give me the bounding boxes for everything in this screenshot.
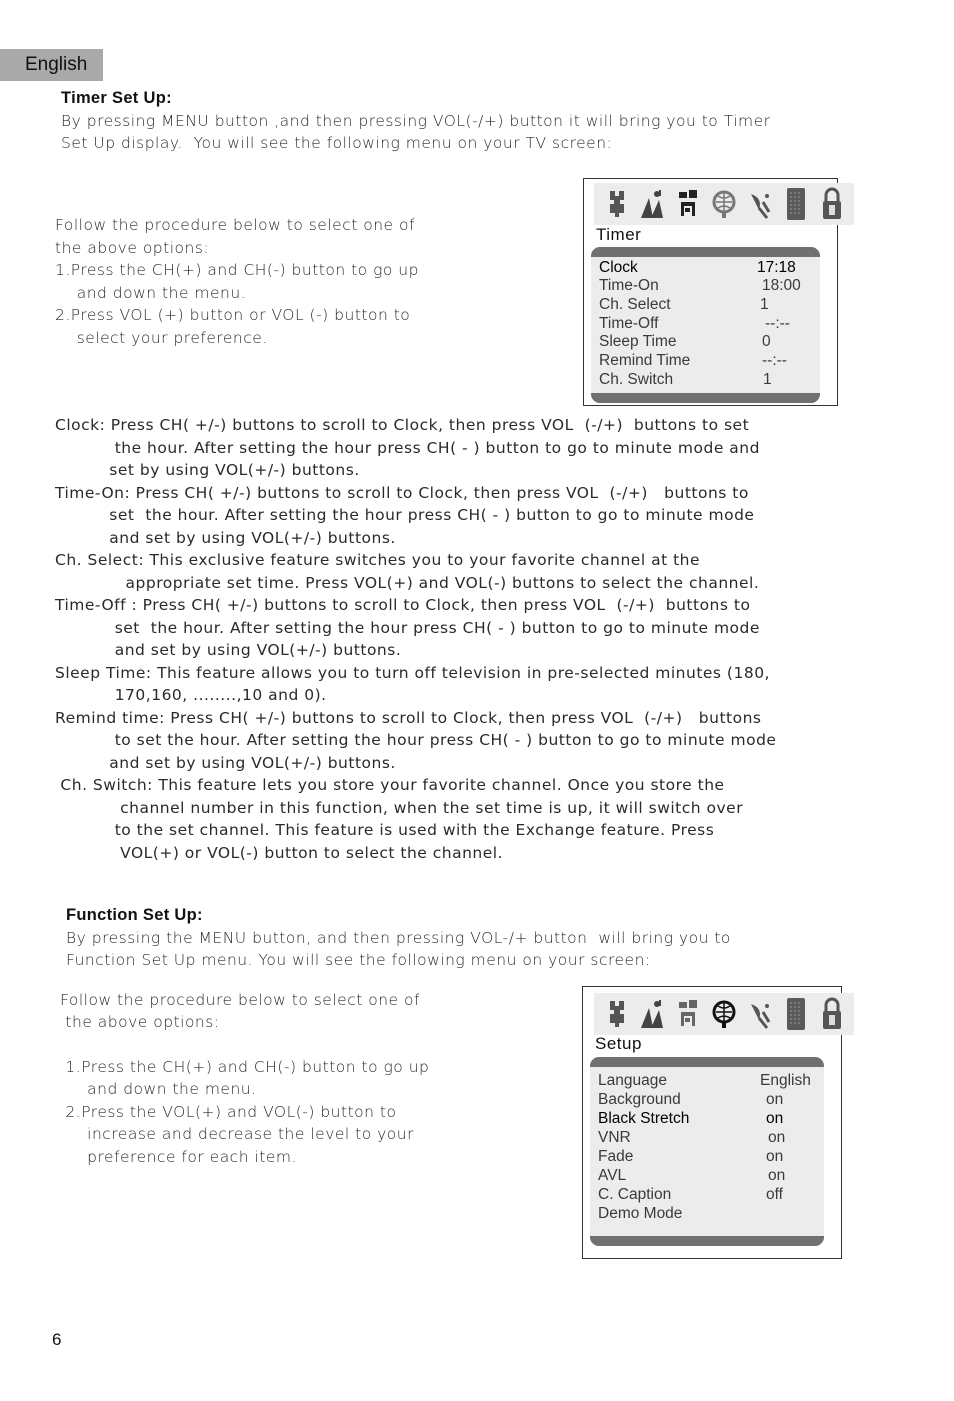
function-procedure-line: Follow the procedure below to select one of: [60, 991, 420, 1009]
timer-intro-line-2: Set Up display. You will see the following menu on your TV screen:: [61, 134, 613, 152]
sound-icon: [636, 996, 668, 1032]
language-tab: English: [0, 49, 103, 81]
row-label: Fade: [598, 1148, 634, 1165]
row-value: off: [766, 1186, 783, 1203]
menu-icon-strip: [594, 183, 854, 225]
row-label: Time-On: [599, 277, 659, 294]
description-line: VOL(+) or VOL(-) button to select the channel.: [55, 843, 504, 862]
function-procedure-line: the above options:: [60, 1013, 220, 1031]
description-line: to the set channel. This feature is used with the Exchange feature. Press: [55, 821, 715, 839]
satellite-icon: [744, 996, 776, 1032]
lock-icon: [816, 996, 848, 1032]
timer-menu-panel: [591, 247, 820, 403]
description-line: appropriate set time. Press VOL(+) and VOL(-) buttons to select the channel.: [55, 573, 760, 592]
description-line: Time-On: Press CH( +/-) buttons to scroll to Clock, then press VOL (-/+) buttons to: [55, 483, 749, 502]
timer-icon: [672, 186, 704, 222]
row-value: 1: [763, 371, 772, 388]
function-icon: [708, 996, 740, 1032]
panel-top-bar: [591, 247, 820, 257]
timer-setup-heading: Timer Set Up:: [61, 89, 172, 107]
row-label: Black Stretch: [598, 1110, 690, 1127]
row-value: 0: [762, 333, 771, 350]
description-line: to set the hour. After setting the hour press CH( - ) button to go to minute mode: [55, 731, 777, 749]
panel-top-bar: [590, 1057, 824, 1067]
function-setup-heading: Function Set Up:: [66, 906, 203, 924]
row-label: Remind Time: [599, 352, 691, 369]
description-line: and set by using VOL(+/-) buttons.: [55, 753, 396, 772]
timer-procedure-line: 2.Press VOL (+) button or VOL (-) button to: [55, 306, 411, 324]
function-intro-line-2: Function Set Up menu. You will see the following menu on your screen:: [66, 951, 651, 969]
description-line: the hour. After setting the hour press CH( - ) button to go to minute mode and: [55, 438, 760, 457]
timer-procedure-line: and down the menu.: [55, 284, 247, 302]
timer-menu-title: Timer: [596, 225, 642, 244]
row-label: Sleep Time: [599, 333, 677, 350]
setup-menu-panel: [590, 1057, 824, 1246]
description-line: Ch. Select: This exclusive feature switches you to your favorite channel at the: [55, 551, 701, 569]
timer-descriptions: [55, 414, 776, 864]
description-line: set by using VOL(+/-) buttons.: [55, 461, 360, 479]
setup-menu-screen: [582, 986, 842, 1259]
timer-procedure-line: select your preference.: [55, 329, 268, 347]
function-procedure-line: 1.Press the CH(+) and CH(-) button to go up: [60, 1058, 430, 1076]
row-label: Language: [598, 1072, 667, 1089]
row-label: VNR: [598, 1129, 631, 1146]
remote-icon: [780, 186, 812, 222]
row-label: Demo Mode: [598, 1205, 683, 1222]
lock-icon: [816, 186, 848, 222]
description-line: and set by using VOL(+/-) buttons.: [55, 641, 402, 659]
sound-icon: [636, 186, 668, 222]
timer-procedure-line: 1.Press the CH(+) and CH(-) button to go up: [55, 261, 419, 279]
description-line: channel number in this function, when the set time is up, it will switch over: [55, 798, 744, 817]
timer-menu-screen: [583, 178, 838, 406]
row-value: 17:18: [757, 259, 796, 276]
row-value: on: [768, 1129, 786, 1146]
row-value: English: [760, 1072, 811, 1089]
description-line: set the hour. After setting the hour press CH( - ) button to go to minute mode: [55, 506, 755, 524]
row-label: Background: [598, 1091, 681, 1108]
row-value: on: [768, 1167, 786, 1184]
description-line: and set by using VOL(+/-) buttons.: [55, 528, 396, 547]
remote-icon: [780, 996, 812, 1032]
description-line: Remind time: Press CH( +/-) buttons to scroll to Clock, then press VOL (-/+) buttons: [55, 708, 762, 727]
function-procedure-line: 2.Press the VOL(+) and VOL(-) button to: [60, 1103, 397, 1121]
description-line: Ch. Switch: This feature lets you store your favorite channel. Once you store the: [55, 776, 725, 794]
satellite-icon: [744, 186, 776, 222]
row-value: 18:00: [762, 277, 801, 294]
function-procedure-line: preference for each item.: [60, 1148, 297, 1166]
description-line: set the hour. After setting the hour press CH( - ) button to go to minute mode: [55, 618, 760, 637]
picture-icon: [600, 996, 632, 1032]
panel-bottom-bar: [590, 1236, 824, 1246]
function-procedure-line: and down the menu.: [60, 1080, 257, 1098]
picture-icon: [600, 186, 632, 222]
timer-procedure-line: the above options:: [55, 239, 210, 257]
description-line: Clock: Press CH( +/-) buttons to scroll to Clock, then press VOL (-/+) buttons to set: [55, 416, 750, 434]
description-line: 170,160, ........,10 and 0).: [55, 686, 327, 704]
row-value: --:--: [762, 352, 787, 369]
description-line: Sleep Time: This feature allows you to turn off television in pre-selected minutes (180,: [55, 663, 770, 682]
panel-bottom-bar: [591, 393, 820, 403]
function-intro-line-1: By pressing the MENU button, and then pressing VOL-/+ button will bring you to: [66, 929, 731, 947]
timer-intro-line-1: By pressing MENU button ,and then pressing VOL(-/+) button it will bring you to Timer: [61, 112, 771, 130]
function-procedure-line: increase and decrease the level to your: [60, 1125, 414, 1143]
function-icon: [708, 186, 740, 222]
row-label: Clock: [599, 259, 638, 276]
menu-icon-strip: [594, 993, 854, 1035]
description-line: Time-Off : Press CH( +/-) buttons to scroll to Clock, then press VOL (-/+) buttons to: [55, 596, 751, 614]
page-number: 6: [52, 1330, 62, 1349]
timer-icon: [672, 996, 704, 1032]
row-label: Ch. Select: [599, 296, 671, 313]
timer-procedure-line: Follow the procedure below to select one of: [55, 216, 415, 234]
row-value: on: [766, 1091, 784, 1108]
setup-menu-title: Setup: [595, 1034, 642, 1053]
row-value: 1: [760, 296, 769, 313]
row-label: C. Caption: [598, 1186, 672, 1203]
row-label: Time-Off: [599, 315, 659, 332]
row-value: on: [766, 1148, 784, 1165]
row-label: Ch. Switch: [599, 371, 674, 388]
row-value: --:--: [765, 315, 790, 332]
row-label: AVL: [598, 1167, 627, 1184]
row-value: on: [766, 1110, 784, 1127]
